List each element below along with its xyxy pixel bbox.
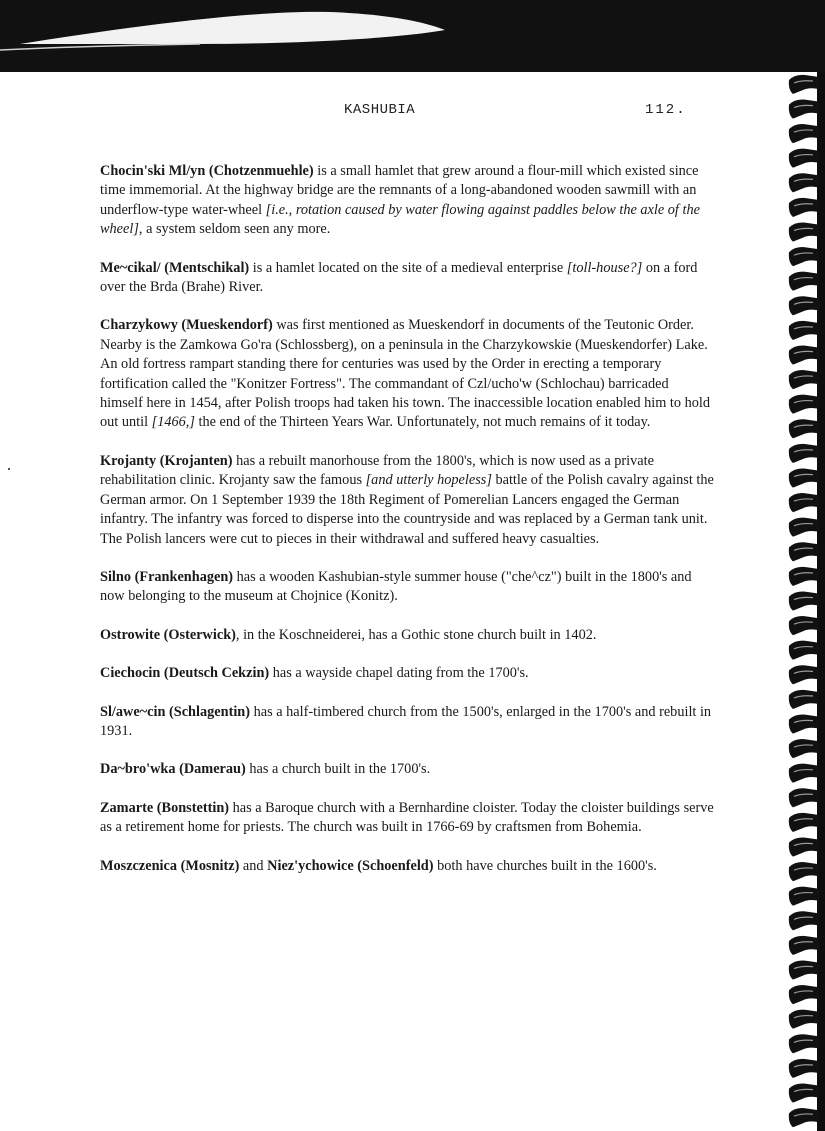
entry-note: [and utterly hopeless] [365, 472, 492, 489]
spiral-binding [785, 72, 825, 1131]
entry-ostrowite [100, 626, 715, 645]
entry-text: battle of the Polish cavalry against the German armor. On 1 September 1939 the 18th Regiment of Pomerelian Lancers engaged the German infantry. The infantry was forced to disperse into the countryside and was replaced by a German tank unit. The Polish lancers were cut to pieces in their withdrawal and suffered heavy casualties. [100, 472, 714, 547]
entry-text: has a half-timbered church from the 1500's, enlarged in the 1700's and rebuilt in 1931. [100, 703, 712, 739]
entry-name: Charzykowy (Mueskendorf) [100, 317, 273, 334]
entry-name: Chocin'ski Ml/yn (Chotzenmuehle) [100, 163, 314, 179]
entry-note: [i.e., rotation caused by water flowing against paddles below the axle of the wheel] [100, 201, 700, 238]
entry-dabrowka [100, 760, 715, 779]
scan-speck [8, 468, 10, 470]
entry-text: was first mentioned as Mueskendorf in documents of the Teutonic Order. Nearby is the Zamkowa Go'ra (Schlossberg), on a peninsula in the Charzykowskie (Mueskendorfer) Lake. An old fortress rampart standing there for centuries was used by the Order in erecting a temporary fortification called the "Konitzer Fortress". The commandant of Czl/ucho'w (Schlochau) barricaded himself here in 1454, after Polish troops had taken his town. The inaccessible location enabled him to hold out until [100, 317, 710, 431]
entry-name: Me~cikal/ (Mentschikal) [100, 259, 250, 276]
entry-name: Krojanty (Krojanten) [100, 452, 233, 469]
document-body [100, 162, 715, 895]
page-number: 112. [645, 102, 687, 118]
entry-name-second: Niez'ychowice (Schoenfeld) [267, 857, 434, 874]
entry-name: Sl/awe~cin (Schlagentin) [100, 703, 251, 720]
page-title: KASHUBIA [344, 102, 416, 118]
entry-name: Silno (Frankenhagen) [100, 568, 234, 585]
entry-text: is a small hamlet that grew around a flour-mill which existed since time immemorial. At the highway bridge are the remnants of a long-abandoned wooden sawmill with an underflow-type water-wheel [100, 163, 699, 218]
entry-ciechocin [100, 664, 715, 683]
entry-slawecin [100, 703, 715, 742]
entry-name: Moszczenica (Mosnitz) [100, 857, 240, 874]
entry-text: the end of the Thirteen Years War. Unfortunately, not much remains of it today. [194, 414, 651, 431]
entry-silno [100, 568, 715, 607]
entry-krojanty [100, 452, 715, 549]
entry-text: , in the Koschneiderei, has a Gothic stone church built in 1402. [235, 626, 597, 643]
entry-note: [toll-house?] [566, 259, 643, 276]
entry-text: has a rebuilt manorhouse from the 1800's, which is now used as a private rehabilitation clinic. Krojanty saw the famous [100, 452, 654, 489]
entry-text: has a Baroque church with a Bernhardine cloister. Today the cloister buildings serve as a retirement home for priests. The church was built in 1766-69 by craftsmen from Bohemia. [100, 799, 714, 836]
entry-mecikal [100, 259, 715, 298]
entry-chocinski [100, 162, 715, 240]
entry-note: [1466,] [151, 414, 195, 431]
entry-text: has a church built in the 1700's. [245, 761, 431, 778]
entry-name: Ostrowite (Osterwick) [100, 626, 236, 643]
entry-name: Ciechocin (Deutsch Cekzin) [100, 665, 270, 682]
entry-name: Da~bro'wka (Damerau) [100, 761, 246, 778]
entry-charzykowy [100, 316, 715, 432]
page-header [0, 102, 825, 124]
entry-zamarte [100, 799, 715, 838]
entry-text: is a hamlet located on the site of a medieval enterprise [249, 259, 567, 276]
entry-text: , a system seldom seen any more. [138, 221, 331, 238]
entry-name: Zamarte (Bonstettin) [100, 799, 230, 816]
entry-text: has a wooden Kashubian-style summer house ("che^cz") built in the 1800's and now belonging to the museum at Chojnice (Konitz). [100, 568, 692, 605]
entry-text: has a wayside chapel dating from the 1700's. [269, 665, 529, 682]
entry-text: on a ford over the Brda (Brahe) River. [100, 259, 698, 296]
scan-shadow-top [0, 0, 825, 72]
entry-text: both have churches built in the 1600's. [433, 857, 657, 874]
entry-moszczenica [100, 857, 715, 876]
scan-edge-streak [0, 0, 825, 72]
entry-text: and [239, 857, 268, 874]
